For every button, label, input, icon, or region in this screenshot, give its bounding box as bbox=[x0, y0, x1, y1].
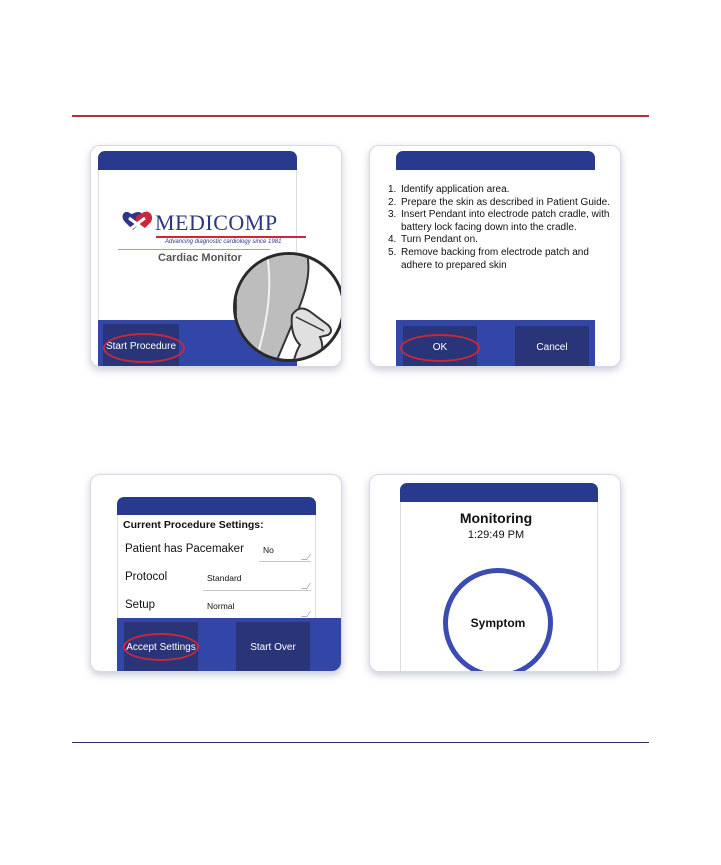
setup-label: Setup bbox=[125, 599, 156, 611]
logo-wordmark: MEDICOMP bbox=[155, 210, 278, 235]
ok-button[interactable]: OK bbox=[403, 326, 477, 367]
medicomp-logo bbox=[121, 208, 281, 243]
pacemaker-select[interactable]: No bbox=[263, 545, 274, 555]
title-bar bbox=[117, 497, 316, 515]
instructions-list bbox=[388, 184, 614, 272]
list-item: 1. Identify application area. bbox=[388, 184, 510, 195]
touch-finger-icon bbox=[233, 252, 342, 362]
select-underline bbox=[203, 590, 311, 591]
protocol-select[interactable]: Standard bbox=[207, 573, 242, 583]
app-subtitle: Cardiac Monitor bbox=[158, 252, 242, 264]
cancel-button[interactable]: Cancel bbox=[515, 326, 589, 367]
list-item: 3. Insert Pendant into electrode patch cradle, with battery lock facing down into the cradle. bbox=[388, 209, 610, 233]
settings-title: Current Procedure Settings: bbox=[123, 519, 264, 531]
top-divider bbox=[72, 115, 649, 117]
pacemaker-label: Patient has Pacemaker bbox=[125, 543, 244, 555]
list-item: 4. Turn Pendant on. bbox=[388, 234, 478, 246]
symptom-button[interactable]: Symptom bbox=[443, 568, 553, 672]
setup-select[interactable]: Normal bbox=[207, 601, 235, 611]
protocol-label: Protocol bbox=[125, 571, 168, 583]
logo-tagline: Advancing diagnostic cardiology since 1981 bbox=[165, 239, 282, 245]
accept-settings-button[interactable]: Accept Settings bbox=[124, 622, 198, 672]
screen-start bbox=[90, 145, 342, 367]
bottom-divider bbox=[72, 742, 649, 743]
monitoring-title: Monitoring bbox=[459, 510, 533, 526]
list-item: 2. Prepare the skin as described in Patient Guide. bbox=[388, 196, 611, 208]
logo-underline bbox=[156, 236, 306, 238]
title-bar bbox=[400, 483, 598, 502]
title-bar bbox=[396, 151, 595, 170]
logo-divider bbox=[118, 249, 270, 250]
monitoring-time: 1:29:49 PM bbox=[467, 529, 525, 541]
heart-logo-icon bbox=[121, 208, 157, 238]
start-over-button[interactable]: Start Over bbox=[236, 622, 310, 672]
screen-settings bbox=[90, 474, 342, 672]
screen-monitoring bbox=[369, 474, 621, 672]
title-bar bbox=[98, 151, 297, 170]
list-item: 5. Remove backing from electrode patch and adhere to prepared skin bbox=[388, 246, 589, 271]
start-procedure-button[interactable]: Start Procedure bbox=[103, 324, 179, 367]
screen-instructions bbox=[369, 145, 621, 367]
select-underline bbox=[259, 561, 311, 562]
